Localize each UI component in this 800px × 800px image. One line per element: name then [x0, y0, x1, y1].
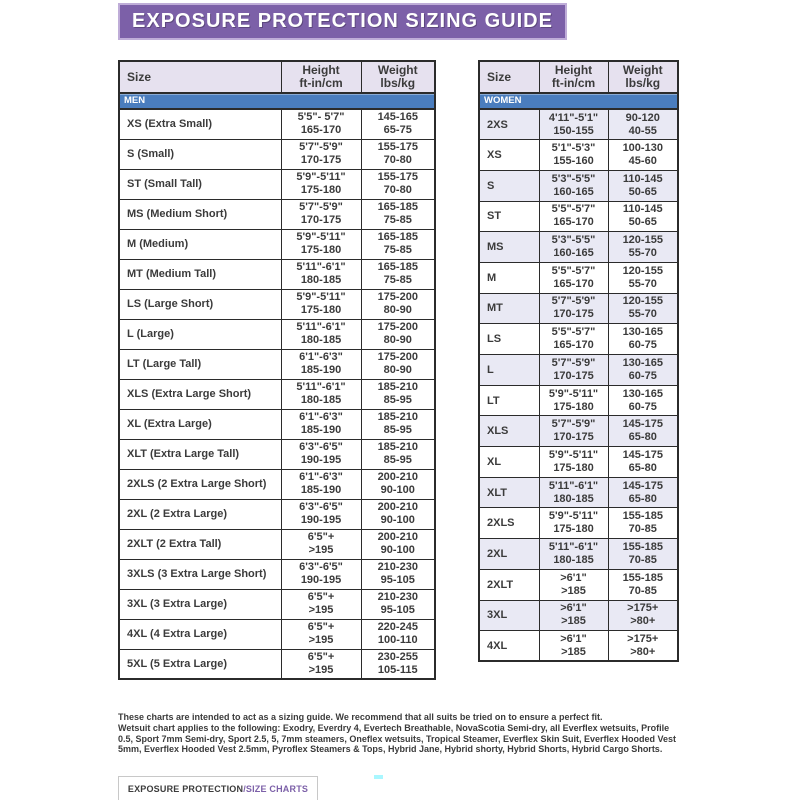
- size-cell: XLT: [479, 477, 539, 508]
- footnote-line: 5mm, Everflex Hooded Vest 2.5mm, Pyroflex Steamers & Tops, Hybrid Jane, Hybrid shorty, Hybrid Shorts, Hybrid Cargo Shorts.: [118, 744, 663, 755]
- size-cell: 4XL: [479, 631, 539, 662]
- height-cell: >6'1" >185: [539, 569, 608, 600]
- size-cell: MS: [479, 232, 539, 263]
- table-row: [119, 109, 435, 139]
- weight-cell: 165-185 75-85: [361, 229, 435, 259]
- table-row: [119, 649, 435, 679]
- tab-label-primary: EXPOSURE PROTECTION: [127, 783, 244, 794]
- table-row: [479, 600, 678, 631]
- height-cell: 5'11"-6'1" 180-185: [539, 477, 608, 508]
- women-section-band: [479, 93, 678, 109]
- height-cell: 5'1"-5'3" 155-160: [539, 140, 608, 171]
- size-cell: 2XLS: [479, 508, 539, 539]
- height-cell: 5'5"-5'7" 165-170: [539, 324, 608, 355]
- weight-cell: 155-185 70-85: [608, 508, 678, 539]
- weight-cell: 120-155 55-70: [608, 232, 678, 263]
- size-cell: L (Large): [119, 319, 281, 349]
- weight-cell: 100-130 45-60: [608, 140, 678, 171]
- weight-cell: >175+ >80+: [608, 631, 678, 662]
- height-cell: 5'11"-6'1" 180-185: [539, 539, 608, 570]
- table-row: [479, 232, 678, 263]
- weight-cell: 155-175 70-80: [361, 169, 435, 199]
- table-row: [119, 139, 435, 169]
- size-cell: MT: [479, 293, 539, 324]
- table-row: [479, 293, 678, 324]
- table-row: [119, 169, 435, 199]
- height-cell: 5'9"-5'11" 175-180: [281, 289, 361, 319]
- height-cell: 4'11"-5'1" 150-155: [539, 109, 608, 140]
- size-cell: 3XL (3 Extra Large): [119, 589, 281, 619]
- height-cell: 6'5"+ >195: [281, 619, 361, 649]
- height-cell: 5'9"-5'11" 175-180: [539, 508, 608, 539]
- size-column-header: Size: [119, 61, 281, 93]
- column-header-row: [119, 61, 435, 93]
- table-row: [479, 201, 678, 232]
- height-cell: 5'3"-5'5" 160-165: [539, 170, 608, 201]
- height-cell: 6'1"-6'3" 185-190: [281, 409, 361, 439]
- size-cell: M (Medium): [119, 229, 281, 259]
- men-section-label: MEN: [119, 93, 435, 109]
- weight-cell: 220-245 100-110: [361, 619, 435, 649]
- height-cell: 5'5"-5'7" 165-170: [539, 262, 608, 293]
- weight-cell: 110-145 50-65: [608, 201, 678, 232]
- table-row: [119, 439, 435, 469]
- size-cell: 3XLS (3 Extra Large Short): [119, 559, 281, 589]
- table-row: [479, 447, 678, 478]
- weight-cell: 165-185 75-85: [361, 259, 435, 289]
- size-cell: 2XLS (2 Extra Large Short): [119, 469, 281, 499]
- height-column-header: Height ft-in/cm: [539, 61, 608, 93]
- weight-cell: 185-210 85-95: [361, 439, 435, 469]
- cyan-highlight-artifact: [374, 775, 383, 779]
- size-cell: 3XL: [479, 600, 539, 631]
- men-sizing-table: [118, 60, 436, 680]
- height-cell: 5'9"-5'11" 175-180: [281, 169, 361, 199]
- height-cell: >6'1" >185: [539, 631, 608, 662]
- table-row: [479, 539, 678, 570]
- height-cell: 5'7"-5'9" 170-175: [539, 355, 608, 386]
- height-column-header: Height ft-in/cm: [281, 61, 361, 93]
- height-cell: 5'9"-5'11" 175-180: [539, 447, 608, 478]
- size-cell: XLS (Extra Large Short): [119, 379, 281, 409]
- weight-cell: 145-175 65-80: [608, 477, 678, 508]
- table-row: [479, 385, 678, 416]
- size-cell: M: [479, 262, 539, 293]
- page-title-banner: [118, 3, 567, 40]
- weight-cell: 185-210 85-95: [361, 379, 435, 409]
- size-cell: XS (Extra Small): [119, 109, 281, 139]
- table-row: [479, 569, 678, 600]
- table-row: [479, 140, 678, 171]
- weight-cell: 130-165 60-75: [608, 355, 678, 386]
- height-cell: 5'3"-5'5" 160-165: [539, 232, 608, 263]
- weight-cell: 230-255 105-115: [361, 649, 435, 679]
- height-cell: 6'5"+ >195: [281, 589, 361, 619]
- table-row: [119, 619, 435, 649]
- size-cell: 2XLT (2 Extra Tall): [119, 529, 281, 559]
- women-sizing-table: [478, 60, 679, 662]
- size-cell: ST: [479, 201, 539, 232]
- size-cell: L: [479, 355, 539, 386]
- tab-exposure-protection-size-charts[interactable]: [118, 776, 318, 800]
- weight-cell: 210-230 95-105: [361, 559, 435, 589]
- height-cell: 5'5"- 5'7" 165-170: [281, 109, 361, 139]
- weight-cell: 200-210 90-100: [361, 499, 435, 529]
- size-cell: 5XL (5 Extra Large): [119, 649, 281, 679]
- table-row: [479, 508, 678, 539]
- table-row: [119, 319, 435, 349]
- height-cell: 6'5"+ >195: [281, 649, 361, 679]
- weight-cell: 110-145 50-65: [608, 170, 678, 201]
- size-cell: 2XL: [479, 539, 539, 570]
- size-cell: S (Small): [119, 139, 281, 169]
- height-cell: 5'7"-5'9" 170-175: [281, 139, 361, 169]
- table-row: [119, 499, 435, 529]
- size-cell: S: [479, 170, 539, 201]
- height-cell: 5'5"-5'7" 165-170: [539, 201, 608, 232]
- weight-cell: 145-165 65-75: [361, 109, 435, 139]
- height-cell: 5'7"-5'9" 170-175: [539, 416, 608, 447]
- size-cell: 4XL (4 Extra Large): [119, 619, 281, 649]
- table-row: [479, 416, 678, 447]
- size-cell: 2XLT: [479, 569, 539, 600]
- weight-cell: 175-200 80-90: [361, 349, 435, 379]
- size-cell: XL: [479, 447, 539, 478]
- size-cell: XLT (Extra Large Tall): [119, 439, 281, 469]
- size-cell: XLS: [479, 416, 539, 447]
- weight-cell: 175-200 80-90: [361, 289, 435, 319]
- height-cell: 6'3"-6'5" 190-195: [281, 499, 361, 529]
- size-cell: LS (Large Short): [119, 289, 281, 319]
- size-cell: XS: [479, 140, 539, 171]
- weight-cell: 120-155 55-70: [608, 262, 678, 293]
- weight-cell: 200-210 90-100: [361, 469, 435, 499]
- footnote-line: 0.5, Sport 7mm Semi-dry, Sport 2.5, 5, 7mm steamers, Oneflex wetsuits, Tropical Steamer, Everflex Skin Suit, Everflex Hooded Vest: [118, 733, 677, 744]
- height-cell: 5'11"-6'1" 180-185: [281, 319, 361, 349]
- footnote: [118, 712, 690, 755]
- table-row: [119, 529, 435, 559]
- weight-cell: 90-120 40-55: [608, 109, 678, 140]
- table-row: [119, 259, 435, 289]
- table-row: [479, 355, 678, 386]
- weight-column-header: Weight lbs/kg: [361, 61, 435, 93]
- size-cell: 2XS: [479, 109, 539, 140]
- table-row: [119, 469, 435, 499]
- height-cell: 5'7"-5'9" 170-175: [281, 199, 361, 229]
- weight-column-header: Weight lbs/kg: [608, 61, 678, 93]
- size-cell: LS: [479, 324, 539, 355]
- height-cell: >6'1" >185: [539, 600, 608, 631]
- height-cell: 5'11"-6'1" 180-185: [281, 259, 361, 289]
- page-title: EXPOSURE PROTECTION SIZING GUIDE: [132, 10, 553, 32]
- table-row: [119, 409, 435, 439]
- weight-cell: >175+ >80+: [608, 600, 678, 631]
- table-row: [479, 262, 678, 293]
- height-cell: 5'9"-5'11" 175-180: [281, 229, 361, 259]
- table-row: [119, 199, 435, 229]
- height-cell: 6'1"-6'3" 185-190: [281, 469, 361, 499]
- height-cell: 6'3"-6'5" 190-195: [281, 559, 361, 589]
- height-cell: 6'5"+ >195: [281, 529, 361, 559]
- weight-cell: 210-230 95-105: [361, 589, 435, 619]
- size-column-header: Size: [479, 61, 539, 93]
- men-section-band: [119, 93, 435, 109]
- table-row: [119, 589, 435, 619]
- weight-cell: 155-185 70-85: [608, 539, 678, 570]
- weight-cell: 155-185 70-85: [608, 569, 678, 600]
- weight-cell: 155-175 70-80: [361, 139, 435, 169]
- table-row: [479, 170, 678, 201]
- column-header-row: [479, 61, 678, 93]
- size-cell: LT: [479, 385, 539, 416]
- footnote-line: Wetsuit chart applies to the following: Exodry, Everdry 4, Evertech Breathable, NovaScotia Semi-dry, all Everflex wetsuits, Profile: [118, 722, 670, 733]
- table-row: [479, 109, 678, 140]
- table-row: [119, 379, 435, 409]
- table-row: [119, 559, 435, 589]
- weight-cell: 145-175 65-80: [608, 416, 678, 447]
- size-cell: LT (Large Tall): [119, 349, 281, 379]
- weight-cell: 175-200 80-90: [361, 319, 435, 349]
- height-cell: 5'9"-5'11" 175-180: [539, 385, 608, 416]
- height-cell: 6'3"-6'5" 190-195: [281, 439, 361, 469]
- footnote-line: These charts are intended to act as a sizing guide. We recommend that all suits be tried on to ensure a perfect fit.: [118, 712, 603, 722]
- height-cell: 5'11"-6'1" 180-185: [281, 379, 361, 409]
- size-cell: ST (Small Tall): [119, 169, 281, 199]
- table-row: [119, 349, 435, 379]
- weight-cell: 120-155 55-70: [608, 293, 678, 324]
- size-cell: MT (Medium Tall): [119, 259, 281, 289]
- weight-cell: 200-210 90-100: [361, 529, 435, 559]
- women-section-label: WOMEN: [479, 93, 678, 109]
- tab-label-secondary: /SIZE CHARTS: [243, 783, 309, 794]
- height-cell: 5'7"-5'9" 170-175: [539, 293, 608, 324]
- table-row: [479, 477, 678, 508]
- size-cell: MS (Medium Short): [119, 199, 281, 229]
- weight-cell: 145-175 65-80: [608, 447, 678, 478]
- weight-cell: 130-165 60-75: [608, 385, 678, 416]
- table-row: [119, 289, 435, 319]
- table-row: [119, 229, 435, 259]
- table-row: [479, 631, 678, 662]
- table-row: [479, 324, 678, 355]
- size-cell: XL (Extra Large): [119, 409, 281, 439]
- height-cell: 6'1"-6'3" 185-190: [281, 349, 361, 379]
- weight-cell: 165-185 75-85: [361, 199, 435, 229]
- weight-cell: 130-165 60-75: [608, 324, 678, 355]
- weight-cell: 185-210 85-95: [361, 409, 435, 439]
- size-cell: 2XL (2 Extra Large): [119, 499, 281, 529]
